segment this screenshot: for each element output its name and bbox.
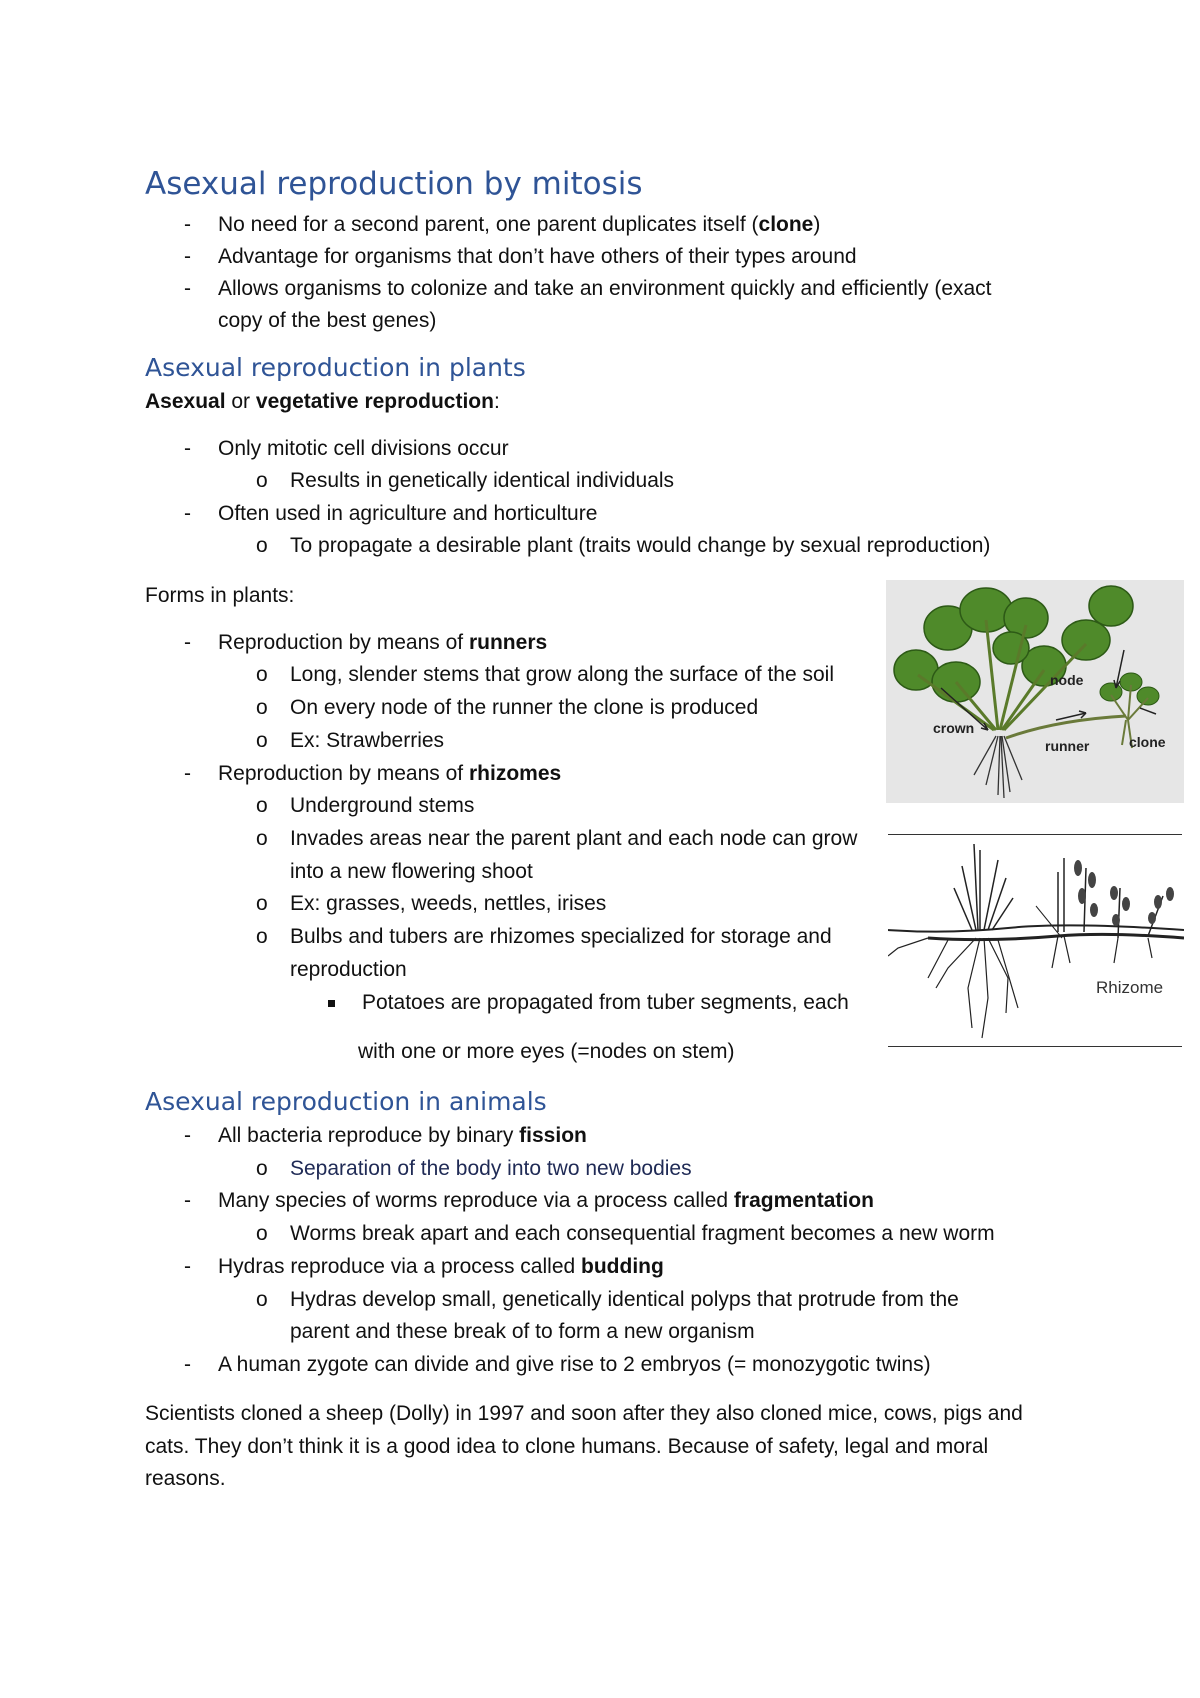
sub-propagate: To propagate a desirable plant (traits would change by sexual reproduction) <box>290 534 991 557</box>
dash-marker: - <box>184 245 191 268</box>
dash-marker: - <box>184 213 191 236</box>
bullet-colonize-line2: copy of the best genes) <box>218 309 437 332</box>
strawberry-runner-figure <box>886 580 1184 803</box>
heading-asexual-plants: Asexual reproduction in plants <box>145 353 526 382</box>
sub-invades-line1: Invades areas near the parent plant and each node can grow <box>290 827 858 850</box>
bullet-clone: No need for a second parent, one parent duplicates itself (clone) <box>218 213 821 236</box>
bullet-budding: Hydras reproduce via a process called budding <box>218 1255 664 1278</box>
circle-marker: o <box>256 1157 268 1180</box>
label-runner: runner <box>1045 738 1090 754</box>
circle-marker: o <box>256 469 268 492</box>
sub-hydras-line2: parent and these break of to form a new organism <box>290 1320 755 1343</box>
dash-marker: - <box>184 1189 191 1212</box>
grass-blades <box>954 844 1013 930</box>
rhizome-figure <box>888 838 1184 1046</box>
sub-rhizome-examples: Ex: grasses, weeds, nettles, irises <box>290 892 607 915</box>
label-crown: crown <box>933 720 975 736</box>
circle-marker: o <box>256 827 268 850</box>
bullet-runners: Reproduction by means of runners <box>218 631 548 654</box>
shoot-leaves <box>1074 860 1174 926</box>
closing-line2: cats. They don’t think it is a good idea to clone humans. Because of safety, legal and moral <box>145 1435 989 1458</box>
rhizome-stem <box>928 934 1184 939</box>
bullet-agriculture: Often used in agriculture and horticulture <box>218 502 598 525</box>
dash-marker: - <box>184 437 191 460</box>
forms-label: Forms in plants: <box>145 584 295 607</box>
label-rhizome: Rhizome <box>1096 978 1164 997</box>
sub-invades-line2: into a new flowering shoot <box>290 860 533 883</box>
bullet-twins: A human zygote can divide and give rise to 2 embryos (= monozygotic twins) <box>218 1353 931 1376</box>
circle-marker: o <box>256 696 268 719</box>
square-bullet <box>328 1000 335 1007</box>
sub-hydras-line1: Hydras develop small, genetically identical polyps that protrude from the <box>290 1288 959 1311</box>
label-node: node <box>1050 672 1084 688</box>
subsub-potatoes-line2: with one or more eyes (=nodes on stem) <box>358 1040 735 1063</box>
bullet-mitotic: Only mitotic cell divisions occur <box>218 437 509 460</box>
circle-marker: o <box>256 663 268 686</box>
circle-marker: o <box>256 1288 268 1311</box>
closing-line1: Scientists cloned a sheep (Dolly) in 1997 and soon after they also cloned mice, cows, pigs and <box>145 1402 1023 1425</box>
circle-marker: o <box>256 1222 268 1245</box>
heading-asexual-mitosis: Asexual reproduction by mitosis <box>145 166 643 202</box>
dash-marker: - <box>184 1353 191 1376</box>
figure-top-rule <box>888 834 1182 835</box>
bullet-colonize-line1: Allows organisms to colonize and take an environment quickly and efficiently (exact <box>218 277 992 300</box>
circle-marker: o <box>256 892 268 915</box>
bullet-fragmentation: Many species of worms reproduce via a process called fragmentation <box>218 1189 874 1212</box>
bullet-advantage: Advantage for organisms that don’t have others of their types around <box>218 245 857 268</box>
label-clone: clone <box>1129 734 1166 750</box>
bullet-rhizomes: Reproduction by means of rhizomes <box>218 762 562 785</box>
figure-bottom-rule <box>888 1046 1182 1047</box>
dash-marker: - <box>184 502 191 525</box>
closing-line3: reasons. <box>145 1467 226 1490</box>
sub-underground: Underground stems <box>290 794 475 817</box>
dash-marker: - <box>184 631 191 654</box>
sub-identical: Results in genetically identical individuals <box>290 469 675 492</box>
dash-marker: - <box>184 277 191 300</box>
sub-worms: Worms break apart and each consequential fragment becomes a new worm <box>290 1222 995 1245</box>
circle-marker: o <box>256 729 268 752</box>
vegetative-intro: Asexual or vegetative reproduction: <box>145 390 500 413</box>
bullet-fission: All bacteria reproduce by binary fission <box>218 1124 587 1147</box>
sub-bulbs-line2: reproduction <box>290 958 407 981</box>
soil-line <box>888 925 1184 931</box>
subsub-potatoes-line1: Potatoes are propagated from tuber segments, each <box>362 991 849 1014</box>
heading-asexual-animals: Asexual reproduction in animals <box>145 1087 547 1116</box>
dash-marker: - <box>184 762 191 785</box>
circle-marker: o <box>256 794 268 817</box>
circle-marker: o <box>256 925 268 948</box>
sub-bulbs-line1: Bulbs and tubers are rhizomes specialized for storage and <box>290 925 832 948</box>
sub-runner-node: On every node of the runner the clone is produced <box>290 696 759 719</box>
dash-marker: - <box>184 1124 191 1147</box>
sub-runner-stems: Long, slender stems that grow along the surface of the soil <box>290 663 834 686</box>
sub-separation: Separation of the body into two new bodies <box>290 1157 692 1180</box>
dash-marker: - <box>184 1255 191 1278</box>
sub-runner-example: Ex: Strawberries <box>290 729 445 752</box>
circle-marker: o <box>256 534 268 557</box>
